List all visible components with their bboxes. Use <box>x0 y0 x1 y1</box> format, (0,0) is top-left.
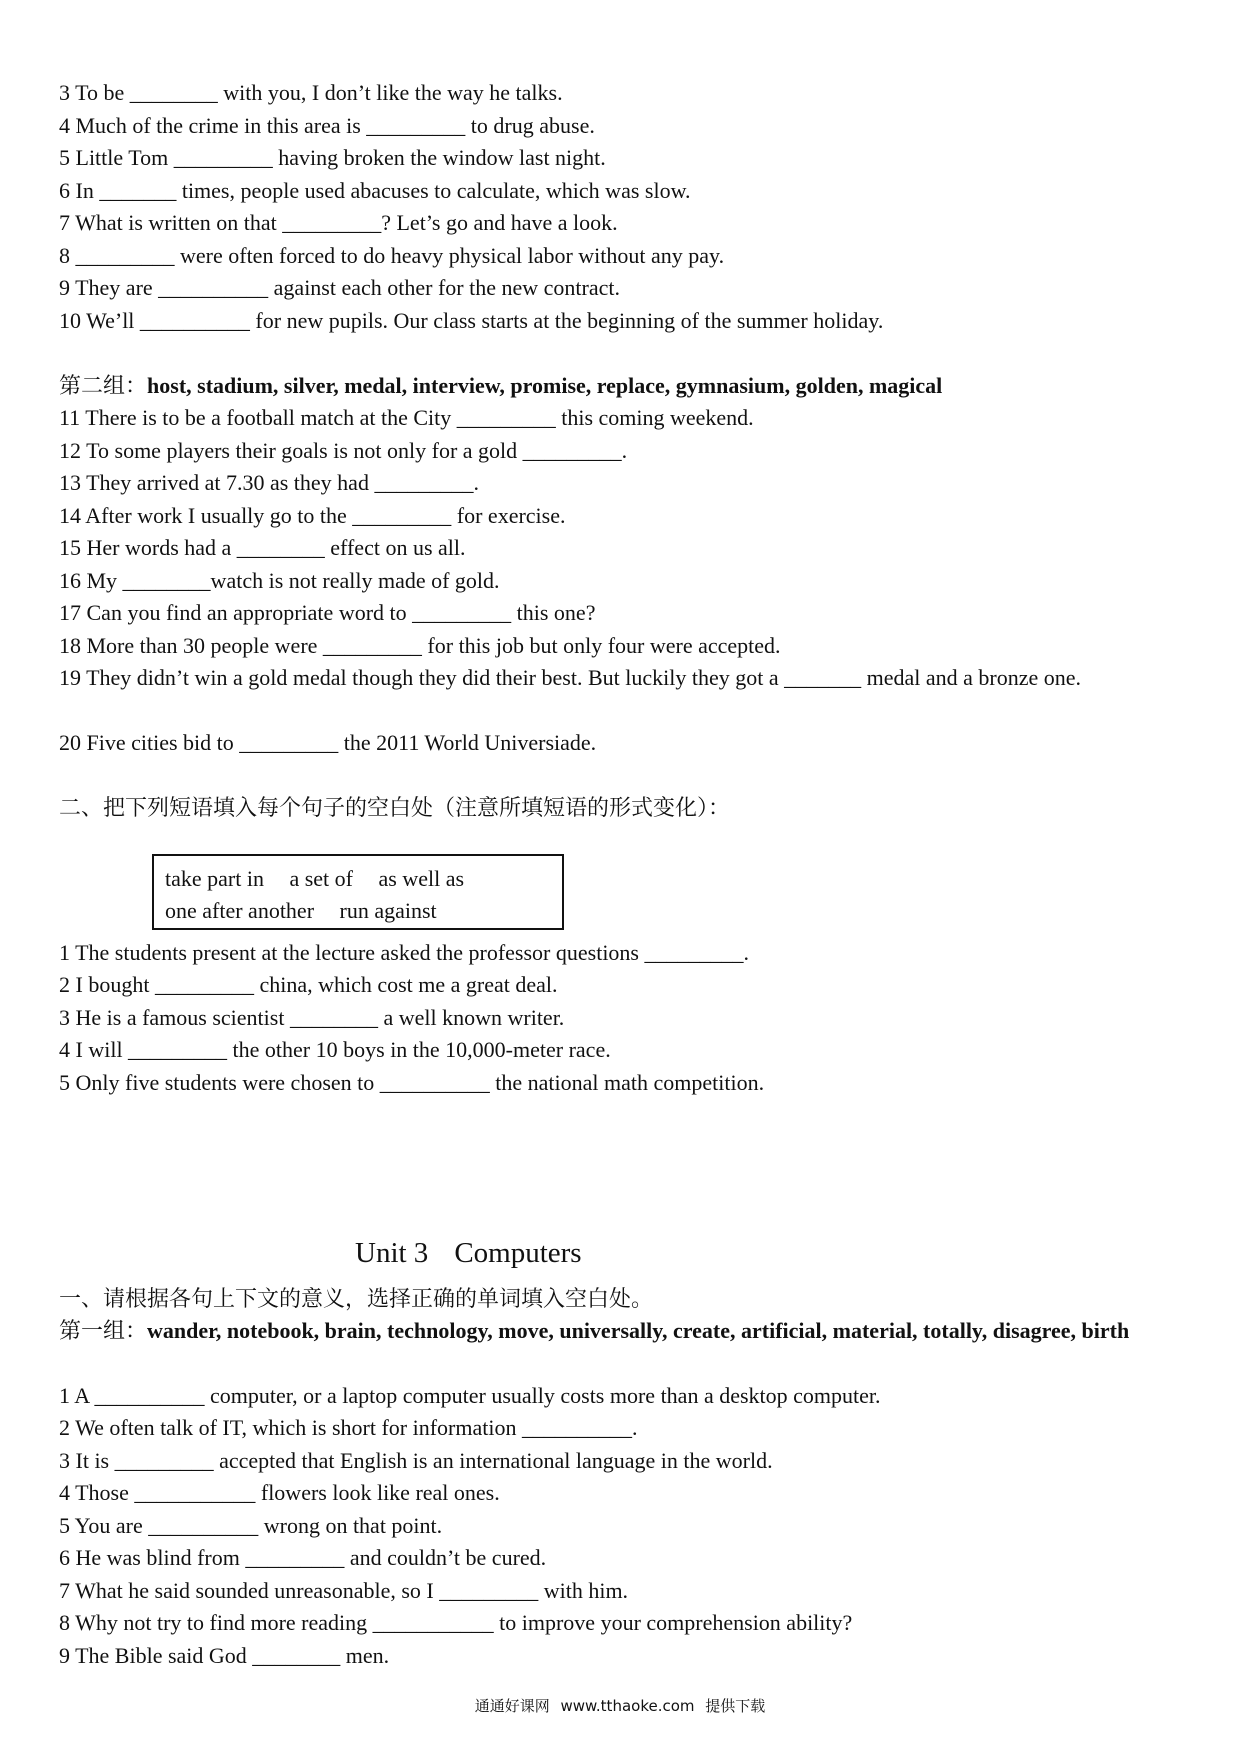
exercise-item: 5 Little Tom _________ having broken the window last night. <box>59 145 606 170</box>
exercise-item: 8 Why not try to find more reading ___________ to improve your comprehension ability? <box>59 1610 853 1635</box>
exercise-item: 15 Her words had a ________ effect on us all. <box>59 535 466 560</box>
page-footer <box>0 1695 1240 1717</box>
group1-word-list: wander, notebook, brain, technology, move, universally, create, artificial, material, totally, disagree, birth <box>147 1318 1130 1343</box>
exercise-item: 7 What he said sounded unreasonable, so I _________ with him. <box>59 1578 629 1603</box>
group2-header <box>59 371 1185 401</box>
exercise-item: 4 I will _________ the other 10 boys in the 10,000-meter race. <box>59 1037 611 1062</box>
unit-number: Unit 3 <box>355 1237 429 1269</box>
exercise-item: 6 In _______ times, people used abacuses to calculate, which was slow. <box>59 178 691 203</box>
phrase: a set of <box>289 866 353 891</box>
exercise-item: 16 My ________watch is not really made of gold. <box>59 568 500 593</box>
phrase: run against <box>339 898 437 923</box>
group1-label: 第一组： <box>59 1318 148 1343</box>
exercise-item: 14 After work I usually go to the _________ for exercise. <box>59 503 566 528</box>
exercise-item: 13 They arrived at 7.30 as they had _________. <box>59 470 479 495</box>
exercise-item: 5 You are __________ wrong on that point. <box>59 1513 443 1538</box>
unit3-instruction: 一、请根据各句上下文的意义，选择正确的单词填入空白处。 <box>59 1286 654 1311</box>
phrase-row <box>165 896 457 926</box>
phrase: take part in <box>165 866 264 891</box>
exercise-item: 17 Can you find an appropriate word to _________ this one? <box>59 600 596 625</box>
exercise-item: 20 Five cities bid to _________ the 2011 World Universiade. <box>59 730 597 755</box>
exercise-item: 12 To some players their goals is not only for a gold _________. <box>59 438 628 463</box>
footer-site-name: 通通好课网 <box>474 1697 550 1715</box>
phrase: one after another <box>165 898 315 923</box>
phrase-box <box>152 854 564 930</box>
exercise-item: 1 The students present at the lecture asked the professor questions _________. <box>59 940 749 965</box>
exercise-item: 2 I bought _________ china, which cost me a great deal. <box>59 972 558 997</box>
exercise-item: 10 We’ll __________ for new pupils. Our class starts at the beginning of the summer holiday. <box>59 308 884 333</box>
phrase-row <box>165 864 484 894</box>
footer-url[interactable]: www.tthaoke.com <box>560 1697 695 1715</box>
exercise-item: 8 _________ were often forced to do heavy physical labor without any pay. <box>59 243 725 268</box>
phrase: as well as <box>378 866 465 891</box>
group2-word-list: host, stadium, silver, medal, interview, promise, replace, gymnasium, golden, magical <box>147 373 943 398</box>
exercise-item: 4 Those ___________ flowers look like real ones. <box>59 1480 500 1505</box>
group2-label: 第二组： <box>59 373 148 398</box>
unit3-group1-header <box>59 1316 1185 1346</box>
exercise-item: 9 The Bible said God ________ men. <box>59 1643 390 1668</box>
exercise-item: 1 A __________ computer, or a laptop computer usually costs more than a desktop computer. <box>59 1383 881 1408</box>
exercise-item: 11 There is to be a football match at the City _________ this coming weekend. <box>59 405 754 430</box>
exercise-item: 3 He is a famous scientist ________ a well known writer. <box>59 1005 565 1030</box>
exercise-item: 18 More than 30 people were _________ for this job but only four were accepted. <box>59 633 781 658</box>
exercise-item: 4 Much of the crime in this area is _________ to drug abuse. <box>59 113 595 138</box>
exercise-item: 6 He was blind from _________ and couldn’t be cured. <box>59 1545 547 1570</box>
section2-heading: 二、把下列短语填入每个句子的空白处（注意所填短语的形式变化）： <box>59 795 731 820</box>
unit-name: Computers <box>454 1237 582 1269</box>
exercise-item: 9 They are __________ against each other for the new contract. <box>59 275 620 300</box>
exercise-item: 5 Only five students were chosen to __________ the national math competition. <box>59 1070 765 1095</box>
exercise-item: 3 It is _________ accepted that English is an international language in the world. <box>59 1448 773 1473</box>
exercise-item: 3 To be ________ with you, I don’t like the way he talks. <box>59 80 563 105</box>
footer-suffix: 提供下载 <box>705 1697 766 1715</box>
exercise-item: 19 They didn’t win a gold medal though they did their best. But luckily they got a _______ medal and a bronze one. <box>59 665 1081 690</box>
unit-title <box>355 1233 582 1273</box>
exercise-item: 7 What is written on that _________? Let’s go and have a look. <box>59 210 618 235</box>
exercise-item: 2 We often talk of IT, which is short for information __________. <box>59 1415 638 1440</box>
